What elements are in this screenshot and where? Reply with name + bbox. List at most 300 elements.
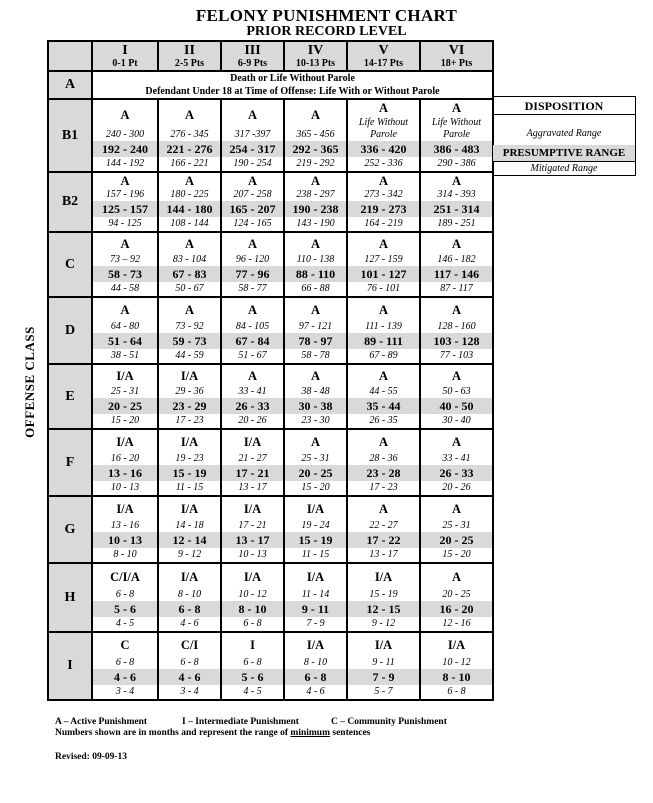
disposition-heading: DISPOSITION: [493, 97, 635, 115]
sentence-cell: [284, 563, 347, 632]
disposition-code: I/A: [374, 569, 393, 584]
class-a-row: [48, 71, 493, 99]
aggravated-range: 64 - 80: [110, 321, 140, 332]
disposition-code: A: [378, 501, 389, 516]
disposition-code: A: [184, 174, 195, 188]
sentence-cell: [221, 563, 284, 632]
disposition-code: A: [378, 236, 389, 251]
disposition-code: I/A: [306, 638, 325, 652]
sentence-cell: [347, 172, 420, 232]
presumptive-range: 10 - 13: [93, 532, 157, 548]
legend: [55, 717, 447, 739]
sentence-cell: [158, 563, 221, 632]
disposition-code: A: [247, 174, 258, 188]
disposition-code: C/I/A: [110, 569, 140, 584]
presumptive-range: 386 - 483: [421, 141, 492, 157]
sentence-cell: [420, 496, 493, 563]
disposition-code: A: [310, 174, 321, 188]
presumptive-range: 20 - 25: [93, 398, 157, 414]
presumptive-range: 67 - 83: [159, 266, 220, 282]
disposition-code: A: [378, 101, 389, 115]
aggravated-range: 17 - 21: [238, 520, 267, 531]
aggravated-range: 10 - 12: [238, 589, 267, 600]
disposition-code: A: [378, 434, 389, 449]
disposition-code: I/A: [243, 501, 262, 516]
aggravated-range: 110 - 138: [296, 254, 335, 265]
disposition-code: I/A: [306, 569, 325, 584]
aggravated-range: 16 - 20: [110, 453, 140, 464]
aggravated-range: 6 - 8: [180, 657, 199, 668]
punishment-grid: [47, 40, 494, 701]
sentence-cell: [221, 99, 284, 172]
level-points: 10-13 Pts: [295, 58, 336, 69]
presumptive-range: 6 - 8: [159, 601, 220, 617]
disposition-code: A: [310, 236, 321, 251]
mitigated-range: 124 - 165: [233, 218, 272, 229]
sentence-cell: [347, 429, 420, 496]
presumptive-range: 7 - 9: [348, 669, 419, 685]
presumptive-range: 117 - 146: [421, 266, 492, 282]
aggravated-range: 73 - 92: [175, 321, 204, 332]
offense-class-label: OFFENSE CLASS: [22, 326, 37, 438]
disposition-code: I/A: [243, 434, 262, 449]
sentence-cell: [420, 364, 493, 429]
mitigated-range: 58 - 78: [301, 350, 330, 361]
disposition-code: I/A: [116, 368, 134, 383]
aggravated-range: 83 - 104: [172, 254, 207, 265]
mitigated-range: 26 - 35: [369, 415, 398, 426]
offense-class-label: F: [48, 429, 92, 496]
aggravated-range: 6 - 8: [115, 589, 135, 600]
sentence-cell: [420, 297, 493, 364]
aggravated-range: Life Without Parole: [431, 117, 482, 140]
presumptive-range: 30 - 38: [285, 398, 346, 414]
offense-class-label: B2: [48, 172, 92, 232]
presumptive-range: 192 - 240: [93, 141, 157, 157]
mitigated-range: 3 - 4: [180, 686, 199, 697]
sentence-cell: [347, 99, 420, 172]
offense-class-label: G: [48, 496, 92, 563]
disposition-code: A: [451, 236, 462, 251]
mitigated-range: 3 - 4: [115, 686, 135, 697]
disposition-code: A: [378, 174, 389, 188]
offense-class-row: [48, 496, 493, 563]
presumptive-range: 78 - 97: [285, 333, 346, 349]
presumptive-range: 292 - 365: [285, 141, 346, 157]
mitigated-range: 7 - 9: [306, 618, 325, 629]
aggravated-range: 25 - 31: [110, 386, 140, 397]
disposition-code: A: [120, 236, 130, 251]
mitigated-range: 164 - 219: [364, 218, 403, 229]
mitigated-range: 15 - 20: [442, 549, 471, 560]
aggravated-range: 238 - 297: [296, 189, 335, 200]
aggravated-range: 207 - 258: [233, 189, 272, 200]
sentence-cell: [92, 496, 158, 563]
mitigated-range: 66 - 88: [301, 283, 330, 294]
mitigated-range: 4 - 6: [180, 618, 199, 629]
mitigated-range: 11 - 15: [301, 549, 330, 560]
disposition-code: I/A: [180, 368, 199, 383]
mitigated-range: 23 - 30: [301, 415, 330, 426]
sentence-cell: [347, 364, 420, 429]
level-points: 6-9 Pts: [237, 58, 268, 69]
sentence-cell: [221, 297, 284, 364]
aggravated-range-key: Aggravated Range: [526, 128, 602, 139]
aggravated-range: 11 - 14: [301, 589, 330, 600]
disposition-code: A: [184, 302, 195, 317]
mitigated-range: 51 - 67: [238, 350, 267, 361]
presumptive-range: 51 - 64: [93, 333, 157, 349]
presumptive-range: 101 - 127: [348, 266, 419, 282]
aggravated-range: 8 - 10: [177, 589, 202, 600]
mitigated-range: 87 - 117: [440, 283, 473, 294]
sentence-cell: [347, 563, 420, 632]
presumptive-range: 67 - 84: [222, 333, 283, 349]
sentence-cell: [221, 364, 284, 429]
offense-class-label: B1: [48, 99, 92, 172]
sentence-cell: [420, 172, 493, 232]
sentence-cell: [158, 429, 221, 496]
prior-record-level-4: [284, 41, 347, 71]
offense-class-row: [48, 364, 493, 429]
mitigated-range: 8 - 10: [113, 549, 137, 560]
mitigated-range: 252 - 336: [364, 158, 403, 169]
aggravated-range: 273 - 342: [364, 189, 403, 200]
level-roman: III: [244, 43, 261, 58]
disposition-code: A: [184, 107, 195, 122]
sentence-cell: [284, 232, 347, 297]
page-subtitle: PRIOR RECORD LEVEL: [246, 24, 407, 39]
prior-record-level-3: [221, 41, 284, 71]
sentence-cell: [158, 297, 221, 364]
disposition-code: A: [310, 368, 321, 383]
aggravated-range: 28 - 36: [369, 453, 398, 464]
mitigated-range: 77 - 103: [439, 350, 474, 361]
aggravated-range: 38 - 48: [301, 386, 330, 397]
sentence-cell: [92, 99, 158, 172]
level-roman: II: [184, 43, 195, 58]
mitigated-range: 58 - 77: [238, 283, 267, 294]
mitigated-range: 17 - 23: [175, 415, 204, 426]
disposition-code: I/A: [374, 638, 393, 652]
mitigated-range-key: Mitigated Range: [493, 161, 635, 176]
mitigated-range: 9 - 12: [371, 618, 396, 629]
aggravated-range: 10 - 12: [442, 657, 471, 668]
offense-class-label: E: [48, 364, 92, 429]
aggravated-range: 317 -397: [234, 129, 271, 140]
legend-community: C – Community Punishment: [331, 717, 447, 727]
aggravated-range: 97 - 121: [298, 321, 333, 332]
mitigated-range: 20 - 26: [442, 482, 471, 493]
presumptive-range: 58 - 73: [93, 266, 157, 282]
presumptive-range: 125 - 157: [93, 201, 157, 217]
sentence-cell: [284, 496, 347, 563]
disposition-code: A: [247, 236, 258, 251]
level-roman: I: [122, 43, 128, 58]
presumptive-range: 26 - 33: [421, 465, 492, 481]
offense-class-label: D: [48, 297, 92, 364]
presumptive-range: 5 - 6: [93, 601, 157, 617]
class-a-sentence: [92, 71, 493, 99]
disposition-code: I: [250, 638, 255, 652]
presumptive-range: 12 - 14: [159, 532, 220, 548]
disposition-code: A: [310, 434, 321, 449]
disposition-code: A: [310, 107, 321, 122]
mitigated-range: 4 - 6: [306, 686, 325, 697]
presumptive-range: 17 - 21: [222, 465, 283, 481]
presumptive-range: 144 - 180: [159, 201, 220, 217]
sentence-cell: [221, 172, 284, 232]
prior-record-level-1: [92, 41, 158, 71]
legend-active: A – Active Punishment: [55, 717, 148, 727]
presumptive-range: 88 - 110: [285, 266, 346, 282]
aggravated-range: 146 - 182: [437, 254, 476, 265]
offense-class-row: [48, 232, 493, 297]
sentence-cell: [420, 232, 493, 297]
sentence-cell: [158, 632, 221, 700]
mitigated-range: 166 - 221: [170, 158, 209, 169]
sentence-cell: [347, 232, 420, 297]
disposition-code: A: [451, 368, 462, 383]
sentence-cell: [158, 99, 221, 172]
disposition-code: I/A: [180, 569, 199, 584]
mitigated-range: 10 - 13: [238, 549, 267, 560]
sentence-cell: [158, 232, 221, 297]
level-roman: IV: [307, 43, 324, 58]
sentence-cell: [420, 563, 493, 632]
aggravated-range: 14 - 18: [175, 520, 204, 531]
aggravated-range: 96 - 120: [235, 254, 270, 265]
aggravated-range: 25 - 31: [301, 453, 330, 464]
sentence-cell: [420, 429, 493, 496]
disposition-code: A: [451, 302, 462, 317]
mitigated-range: 13 - 17: [369, 549, 398, 560]
presumptive-range: 15 - 19: [159, 465, 220, 481]
sentence-cell: [284, 172, 347, 232]
mitigated-range: 4 - 5: [243, 686, 262, 697]
mitigated-range: 143 - 190: [296, 218, 335, 229]
sentence-cell: [420, 99, 493, 172]
aggravated-range: 127 - 159: [364, 254, 403, 265]
aggravated-range: 9 - 11: [372, 657, 395, 668]
sentence-cell: [92, 429, 158, 496]
level-roman: VI: [448, 43, 465, 58]
mitigated-range: 4 - 5: [115, 618, 135, 629]
sentence-cell: [158, 172, 221, 232]
mitigated-range: 30 - 40: [442, 415, 471, 426]
sentence-cell: [420, 632, 493, 700]
aggravated-range: 21 - 27: [238, 453, 267, 464]
disposition-code: A: [120, 174, 130, 188]
mitigated-range: 12 - 16: [442, 618, 471, 629]
disposition-code: I/A: [180, 501, 199, 516]
aggravated-range: 13 - 16: [110, 520, 140, 531]
aggravated-range: 15 - 19: [369, 589, 398, 600]
presumptive-range: 13 - 17: [222, 532, 283, 548]
offense-class-label: C: [48, 232, 92, 297]
aggravated-range: 128 - 160: [437, 321, 476, 332]
aggravated-range: 6 - 8: [243, 657, 262, 668]
disposition-code: A: [310, 302, 321, 317]
prior-record-header-row: [48, 41, 493, 71]
presumptive-range: 35 - 44: [348, 398, 419, 414]
mitigated-range: 6 - 8: [243, 618, 262, 629]
presumptive-range: 9 - 11: [285, 601, 346, 617]
presumptive-range: 254 - 317: [222, 141, 283, 157]
offense-class-label: I: [48, 632, 92, 700]
level-points: 2-5 Pts: [174, 58, 205, 69]
presumptive-range: 4 - 6: [159, 669, 220, 685]
mitigated-range: 17 - 23: [369, 482, 398, 493]
disposition-code: A: [120, 107, 130, 122]
mitigated-range: 144 - 192: [105, 158, 145, 169]
aggravated-range: 157 - 196: [105, 189, 145, 200]
offense-class-row: [48, 429, 493, 496]
mitigated-range: 94 - 125: [108, 218, 142, 229]
disposition-code: I/A: [180, 434, 199, 449]
disposition-code: I/A: [243, 569, 262, 584]
mitigated-range: 76 - 101: [366, 283, 401, 294]
mitigated-range: 9 - 12: [177, 549, 202, 560]
mitigated-range: 219 - 292: [296, 158, 335, 169]
sentence-cell: [221, 232, 284, 297]
presumptive-range: 89 - 111: [348, 333, 419, 349]
aggravated-range: 276 - 345: [170, 129, 209, 140]
presumptive-range: 77 - 96: [222, 266, 283, 282]
sentence-cell: [284, 364, 347, 429]
offense-class-row: [48, 632, 493, 700]
aggravated-range: 73 – 92: [110, 254, 140, 265]
offense-class-row: [48, 297, 493, 364]
legend-intermediate: I – Intermediate Punishment: [182, 717, 299, 727]
sentence-cell: [92, 364, 158, 429]
mitigated-range: 189 - 251: [437, 218, 476, 229]
class-a-line2: Defendant Under 18 at Time of Offense: Life With or Without Parole: [145, 86, 440, 97]
disposition-code: I/A: [447, 638, 466, 652]
sentence-cell: [347, 496, 420, 563]
presumptive-range: 23 - 28: [348, 465, 419, 481]
disposition-code: I/A: [116, 501, 134, 516]
offense-class-row: [48, 563, 493, 632]
level-points: 14-17 Pts: [363, 58, 404, 69]
mitigated-range: 6 - 8: [447, 686, 466, 697]
aggravated-range: 50 - 63: [442, 386, 471, 397]
sentence-cell: [158, 496, 221, 563]
presumptive-range: 6 - 8: [285, 669, 346, 685]
mitigated-range: 50 - 67: [175, 283, 204, 294]
sentence-cell: [92, 563, 158, 632]
presumptive-range: 23 - 29: [159, 398, 220, 414]
mitigated-range: 108 - 144: [170, 218, 209, 229]
sentence-cell: [221, 632, 284, 700]
corner-cell: [48, 41, 92, 71]
mitigated-range: 44 - 58: [110, 283, 140, 294]
aggravated-range: 8 - 10: [303, 657, 328, 668]
mitigated-range: 44 - 59: [175, 350, 204, 361]
prior-record-level-5: [347, 41, 420, 71]
mitigated-range: 5 - 7: [374, 686, 393, 697]
presumptive-range: 12 - 15: [348, 601, 419, 617]
presumptive-range: 103 - 128: [421, 333, 492, 349]
disposition-code: A: [451, 101, 462, 115]
mitigated-range: 190 - 254: [233, 158, 272, 169]
aggravated-range: Life Without Parole: [358, 117, 409, 140]
aggravated-range: 22 - 27: [369, 520, 398, 531]
aggravated-range: 6 - 8: [115, 657, 135, 668]
sentence-cell: [92, 632, 158, 700]
presumptive-range: 165 - 207: [222, 201, 283, 217]
sentence-cell: [347, 632, 420, 700]
class-a-line1: Death or Life Without Parole: [230, 73, 355, 84]
presumptive-range: 26 - 33: [222, 398, 283, 414]
aggravated-range: 25 - 31: [442, 520, 471, 531]
aggravated-range: 33 - 41: [238, 386, 267, 397]
mitigated-range: 11 - 15: [175, 482, 204, 493]
aggravated-range: 111 - 139: [365, 321, 402, 332]
disposition-code: I/A: [306, 501, 325, 516]
disposition-code: A: [247, 107, 258, 122]
sentence-cell: [347, 297, 420, 364]
sentence-cell: [158, 364, 221, 429]
presumptive-range: 17 - 22: [348, 532, 419, 548]
presumptive-range: 336 - 420: [348, 141, 419, 157]
mitigated-range: 10 - 13: [110, 482, 140, 493]
sentence-cell: [92, 297, 158, 364]
disposition-code: A: [451, 501, 462, 516]
level-points: 18+ Pts: [440, 58, 473, 69]
disposition-code: A: [120, 302, 130, 317]
aggravated-range: 29 - 36: [175, 386, 204, 397]
sentence-cell: [284, 429, 347, 496]
sentence-cell: [284, 632, 347, 700]
aggravated-range: 19 - 24: [301, 520, 330, 531]
aggravated-range: 365 - 456: [296, 129, 335, 140]
legend-note-minimum: minimum: [290, 728, 330, 738]
presumptive-range: 251 - 314: [421, 201, 492, 217]
disposition-code: C: [120, 638, 130, 652]
presumptive-range: 8 - 10: [222, 601, 283, 617]
mitigated-range: 13 - 17: [238, 482, 267, 493]
disposition-code: I/A: [116, 434, 134, 449]
aggravated-range: 44 - 55: [369, 386, 398, 397]
disposition-code: A: [451, 569, 462, 584]
mitigated-range: 290 - 386: [437, 158, 476, 169]
aggravated-range: 314 - 393: [437, 189, 476, 200]
disposition-code: A: [451, 174, 462, 188]
level-points: 0-1 Pt: [112, 58, 138, 69]
aggravated-range: 84 - 105: [235, 321, 270, 332]
mitigated-range: 15 - 20: [301, 482, 330, 493]
disposition-code: A: [247, 368, 258, 383]
presumptive-range: 16 - 20: [421, 601, 492, 617]
prior-record-level-6: [420, 41, 493, 71]
presumptive-range: 219 - 273: [348, 201, 419, 217]
offense-class-row: [48, 172, 493, 232]
prior-record-level-2: [158, 41, 221, 71]
sentence-cell: [221, 429, 284, 496]
presumptive-range-key: PRESUMPTIVE RANGE: [493, 145, 635, 161]
presumptive-range: 15 - 19: [285, 532, 346, 548]
presumptive-range: 190 - 238: [285, 201, 346, 217]
presumptive-range: 40 - 50: [421, 398, 492, 414]
offense-class-label-a: A: [48, 71, 92, 99]
disposition-code: A: [184, 236, 195, 251]
aggravated-range: 33 - 41: [442, 453, 471, 464]
aggravated-range: 20 - 25: [442, 589, 471, 600]
disposition-code: A: [247, 302, 258, 317]
revised-date: Revised: 09-09-13: [55, 752, 128, 762]
mitigated-range: 15 - 20: [110, 415, 140, 426]
